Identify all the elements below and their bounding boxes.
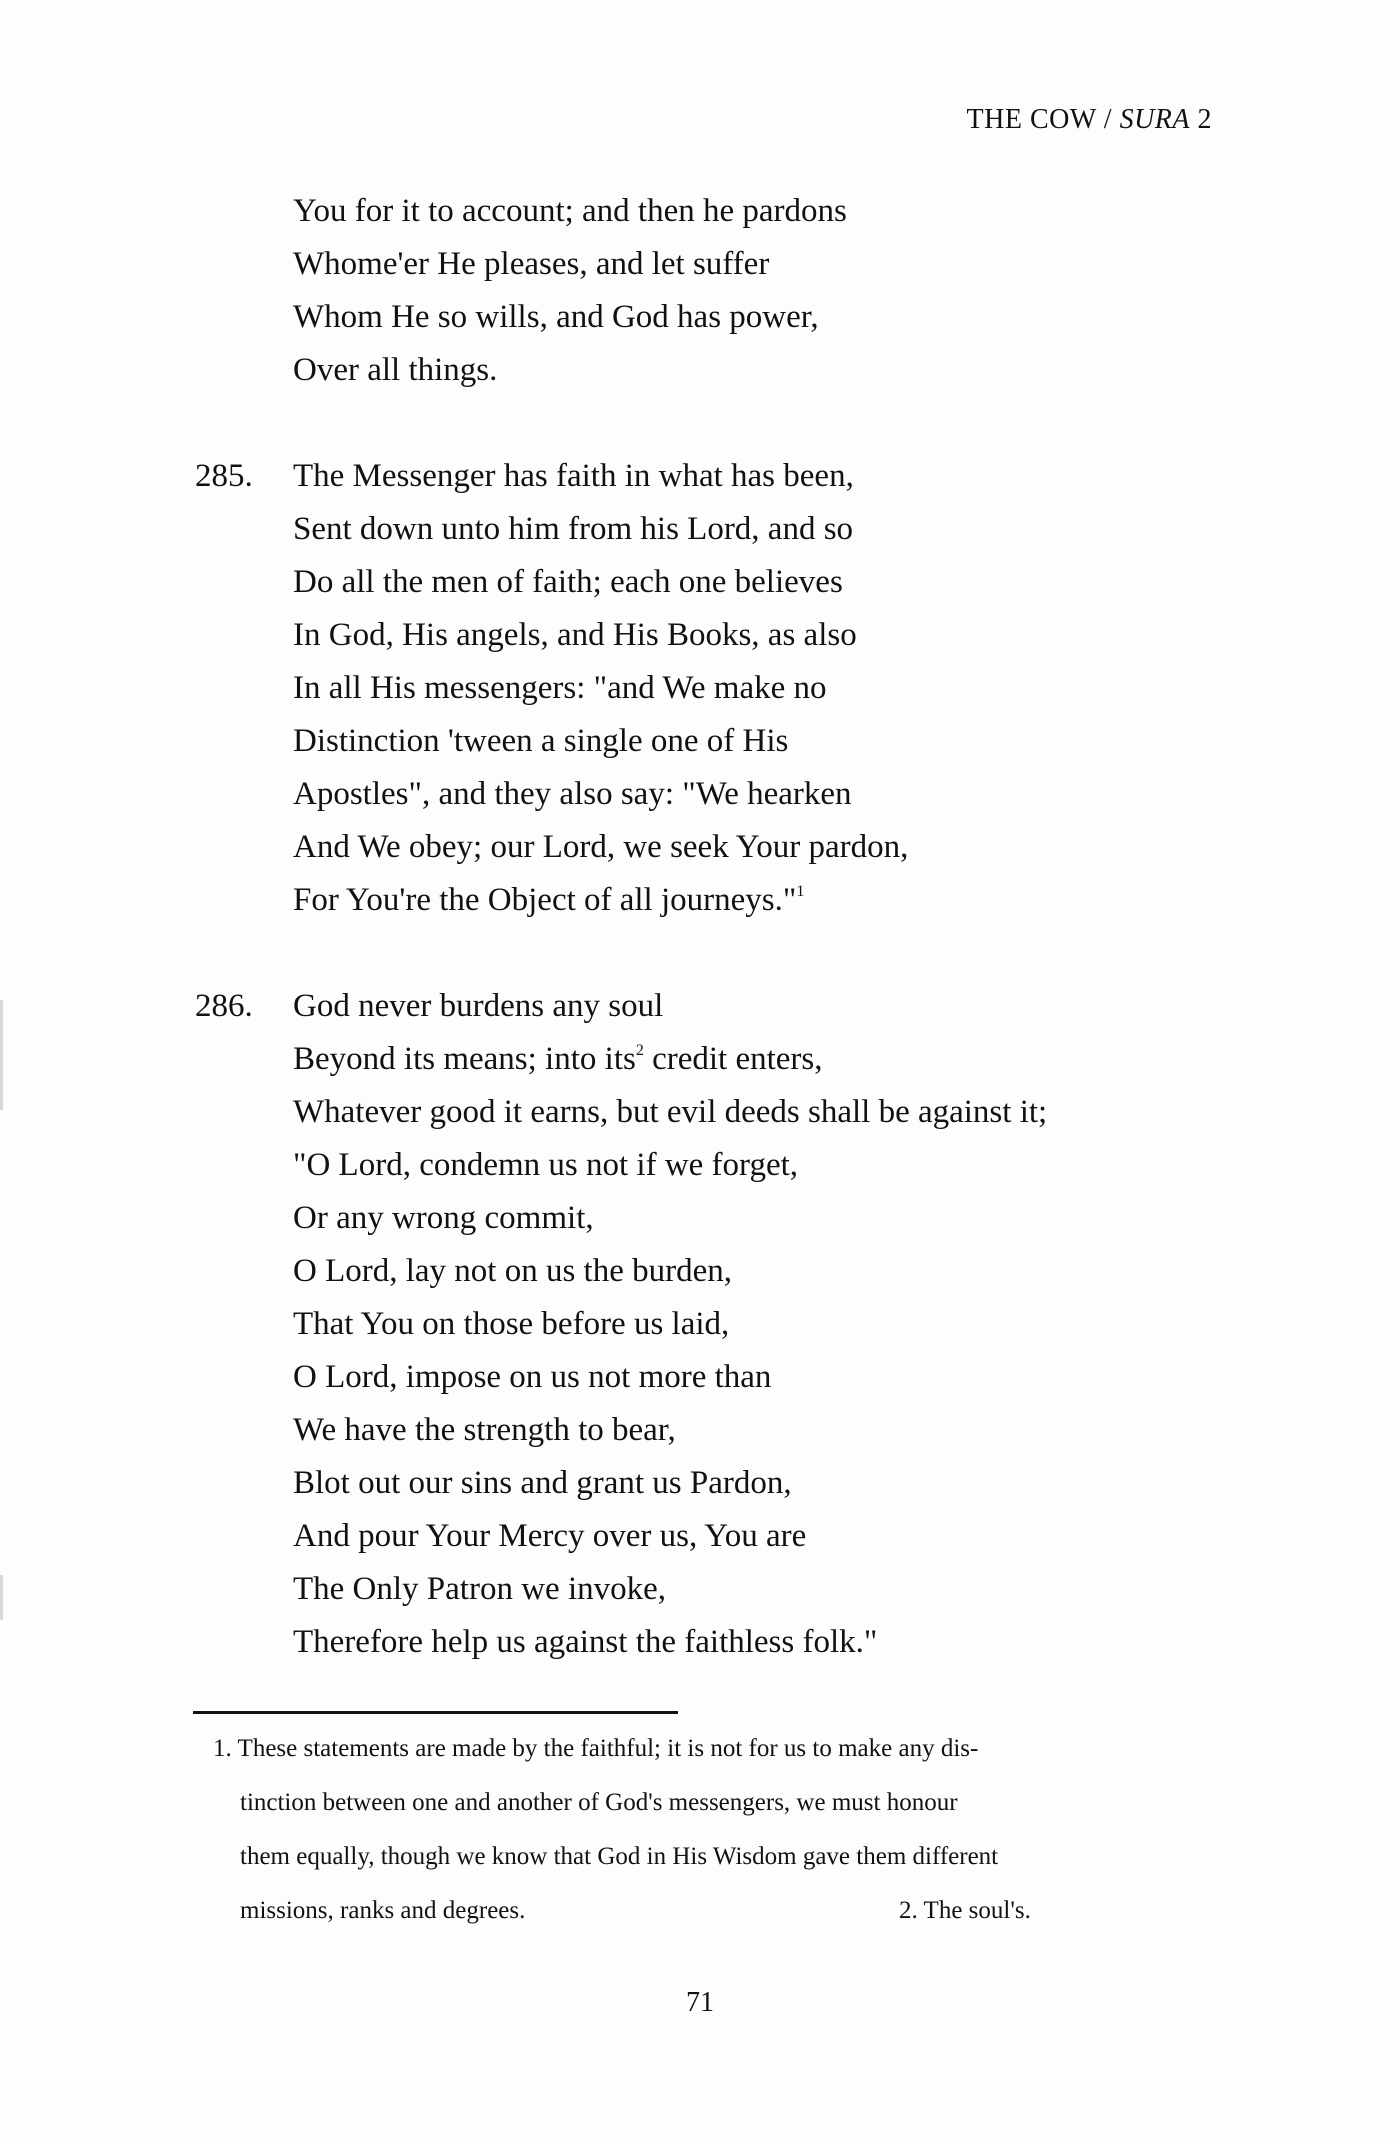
footnote-2: 2. The soul's. — [899, 1897, 1031, 1924]
verse-line: We have the strength to bear, — [293, 1412, 676, 1448]
footnote-1-line: missions, ranks and degrees. — [240, 1897, 526, 1924]
footnote-1-line: them equally, though we know that God in His Wisdom gave them different — [240, 1843, 999, 1870]
running-head-title: THE COW / — [966, 104, 1120, 135]
verse-line: Do all the men of faith; each one believes — [293, 564, 843, 600]
verse-line: Whom He so wills, and God has power, — [293, 299, 819, 335]
verse-line: And pour Your Mercy over us, You are — [293, 1518, 807, 1554]
footnote-ref-1[interactable]: 1 — [796, 883, 805, 900]
verse-line: Apostles", and they also say: "We hearken — [293, 776, 852, 812]
running-head-sura-label: SURA — [1119, 104, 1190, 135]
verse-line-with-footnote — [293, 1033, 1245, 1086]
verse-286 — [195, 980, 1245, 1669]
verse-line: The Only Patron we invoke, — [293, 1571, 667, 1607]
verse-line: Whome'er He pleases, and let suffer — [293, 246, 770, 282]
verse-number: 285. — [195, 458, 253, 494]
verse-line: Sent down unto him from his Lord, and so — [293, 511, 854, 547]
verse-line: God never burdens any soul — [293, 988, 664, 1024]
verse-line: Blot out our sins and grant us Pardon, — [293, 1465, 792, 1501]
verse-number: 286. — [195, 988, 253, 1024]
running-head — [967, 104, 1212, 136]
verse-lines — [293, 980, 1245, 1669]
verse-line: Or any wrong commit, — [293, 1200, 594, 1236]
verse-line: In all His messengers: "and We make no — [293, 670, 827, 706]
running-head-sura-number: 2 — [1190, 104, 1212, 135]
verse-line: The Messenger has faith in what has been, — [293, 458, 854, 494]
verse-line: Whatever good it earns, but evil deeds shall be against it; — [293, 1094, 1048, 1130]
verse-line: And We obey; our Lord, we seek Your pardon, — [293, 829, 909, 865]
verse-285 — [195, 450, 1245, 927]
verse-line: That You on those before us laid, — [293, 1306, 730, 1342]
verse-line: Distinction 'tween a single one of His — [293, 723, 789, 759]
scan-edge-mark — [0, 1575, 3, 1620]
verse-line: O Lord, impose on us not more than — [293, 1359, 772, 1395]
page-number: 71 — [686, 1987, 714, 2018]
verse-line-suffix: credit enters, — [643, 1041, 823, 1077]
verse-line: Over all things. — [293, 352, 498, 388]
scan-edge-mark — [0, 1000, 3, 1110]
footnote-1-line: tinction between one and another of God's messengers, we must honour — [240, 1789, 958, 1816]
verse-line-with-footnote — [293, 874, 1245, 927]
verse-continuation — [195, 185, 1245, 397]
verse-line: You for it to account; and then he pardons — [293, 193, 847, 229]
footnote-ref-2[interactable]: 2 — [635, 1042, 644, 1059]
verse-line: Therefore help us against the faithless folk." — [293, 1624, 878, 1660]
verse-lines — [293, 450, 1245, 927]
verse-line: O Lord, lay not on us the burden, — [293, 1253, 733, 1289]
verse-line-text: For You're the Object of all journeys." — [293, 882, 797, 918]
verse-lines — [293, 185, 1245, 397]
verse-line: "O Lord, condemn us not if we forget, — [293, 1147, 799, 1183]
verse-line-text: Beyond its means; into its — [293, 1041, 636, 1077]
footnote-1-line: 1. These statements are made by the faithful; it is not for us to make any dis- — [213, 1735, 979, 1762]
footnotes — [213, 1722, 1213, 1938]
verse-line: In God, His angels, and His Books, as also — [293, 617, 857, 653]
footnote-divider — [193, 1711, 678, 1714]
